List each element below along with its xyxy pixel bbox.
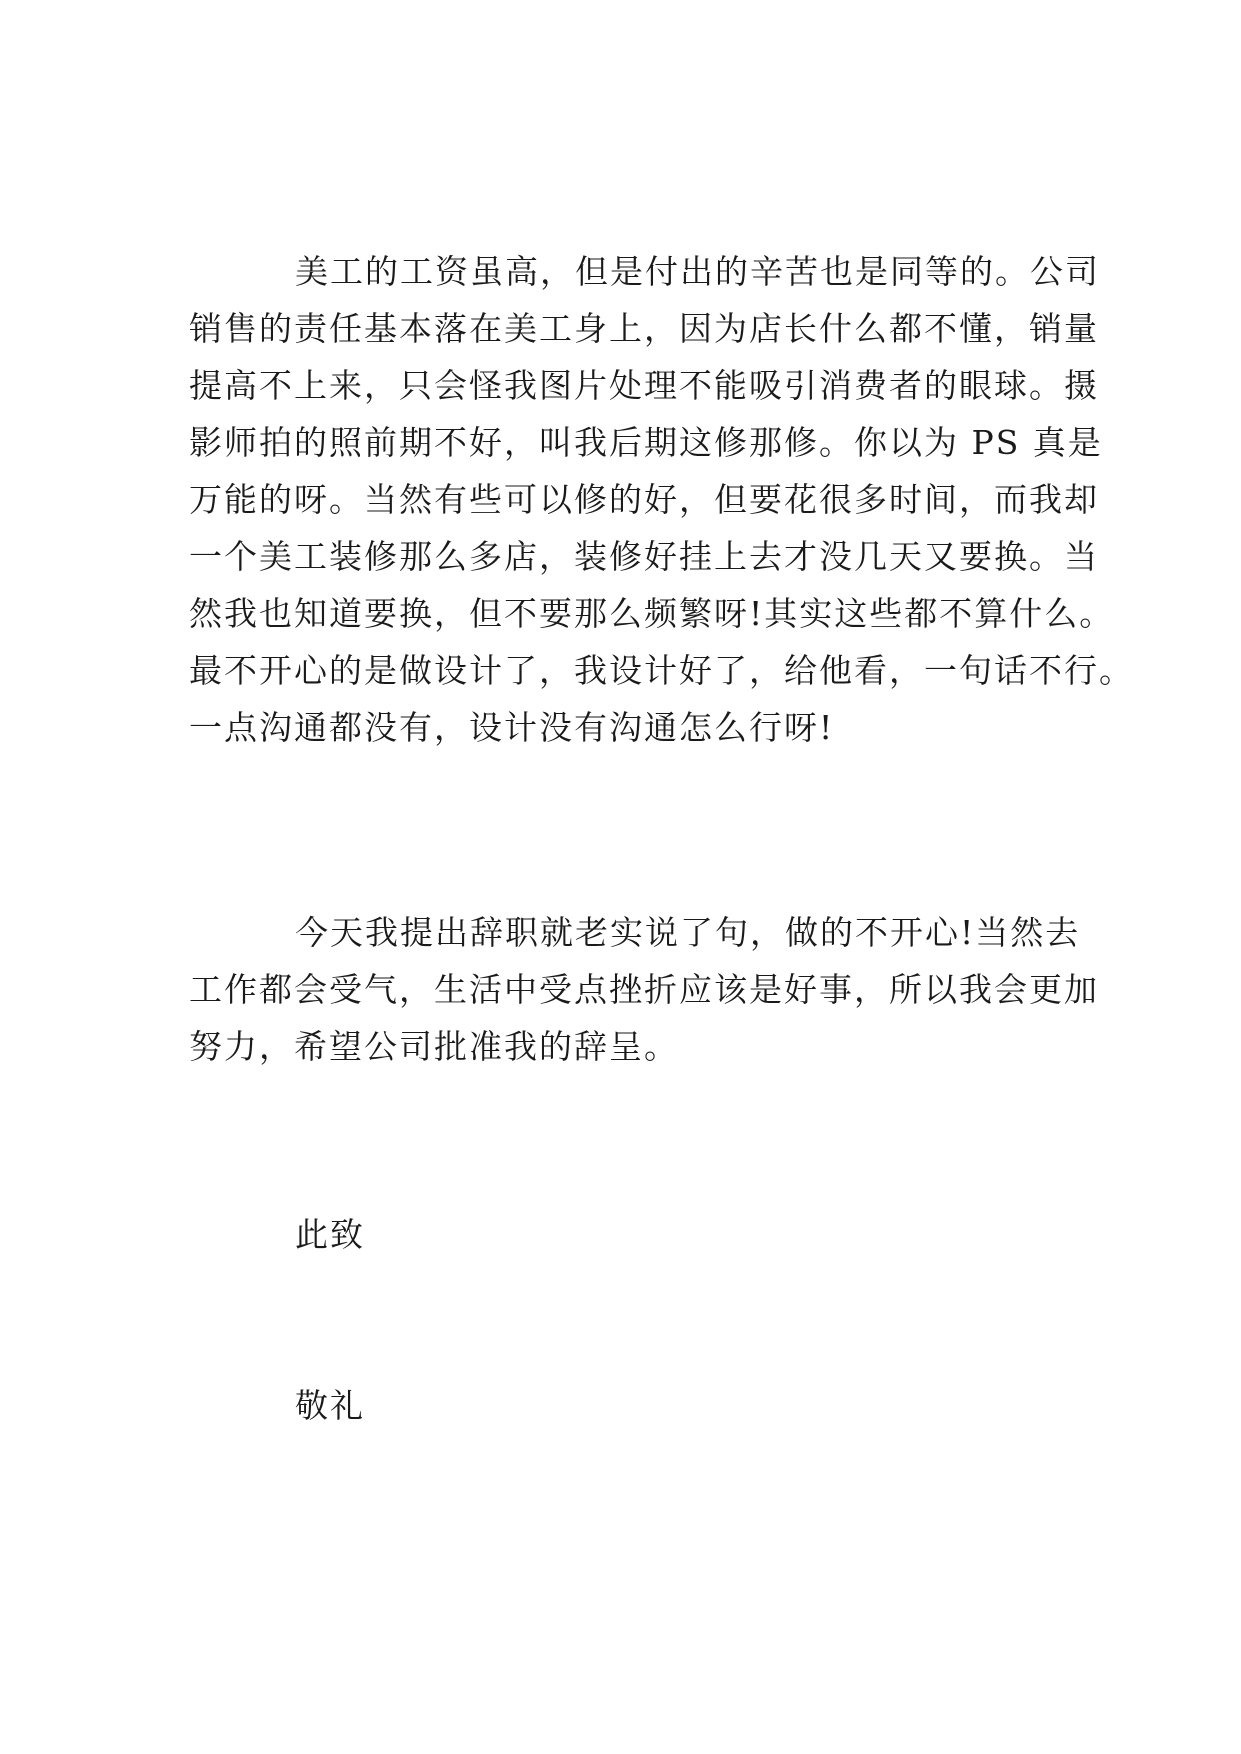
closing-regards bbox=[189, 1377, 1089, 1434]
paragraph-line: 今天我提出辞职就老实说了句，做的不开心!当然去 bbox=[295, 913, 1081, 952]
closing-salutation bbox=[189, 1206, 1089, 1263]
paragraph-2 bbox=[189, 904, 1099, 1075]
paragraph-line: 最不开心的是做设计了，我设计好了，给他看，一句话不行。 bbox=[189, 651, 1134, 690]
paragraph-line: 销售的责任基本落在美工身上，因为店长什么都不懂，销量 bbox=[189, 309, 1099, 348]
paragraph-line: 然我也知道要换，但不要那么频繁呀!其实这些都不算什么。 bbox=[189, 594, 1115, 633]
paragraph-line: 一点沟通都没有，设计没有沟通怎么行呀! bbox=[189, 708, 835, 747]
paragraph-line: 努力，希望公司批准我的辞呈。 bbox=[189, 1027, 679, 1066]
closing-text: 此致 bbox=[295, 1215, 365, 1254]
paragraph-line: 提高不上来，只会怪我图片处理不能吸引消费者的眼球。摄 bbox=[189, 366, 1099, 405]
paragraph-line: 工作都会受气，生活中受点挫折应该是好事，所以我会更加 bbox=[189, 970, 1099, 1009]
paragraph-line: 美工的工资虽高，但是付出的辛苦也是同等的。公司 bbox=[295, 252, 1100, 291]
paragraph-1 bbox=[189, 243, 1134, 756]
closing-text: 敬礼 bbox=[295, 1386, 365, 1425]
paragraph-line: 影师拍的照前期不好，叫我后期这修那修。你以为 PS 真是 bbox=[189, 423, 1103, 462]
paragraph-line: 万能的呀。当然有些可以修的好，但要花很多时间，而我却 bbox=[189, 480, 1099, 519]
paragraph-line: 一个美工装修那么多店，装修好挂上去才没几天又要换。当 bbox=[189, 537, 1099, 576]
